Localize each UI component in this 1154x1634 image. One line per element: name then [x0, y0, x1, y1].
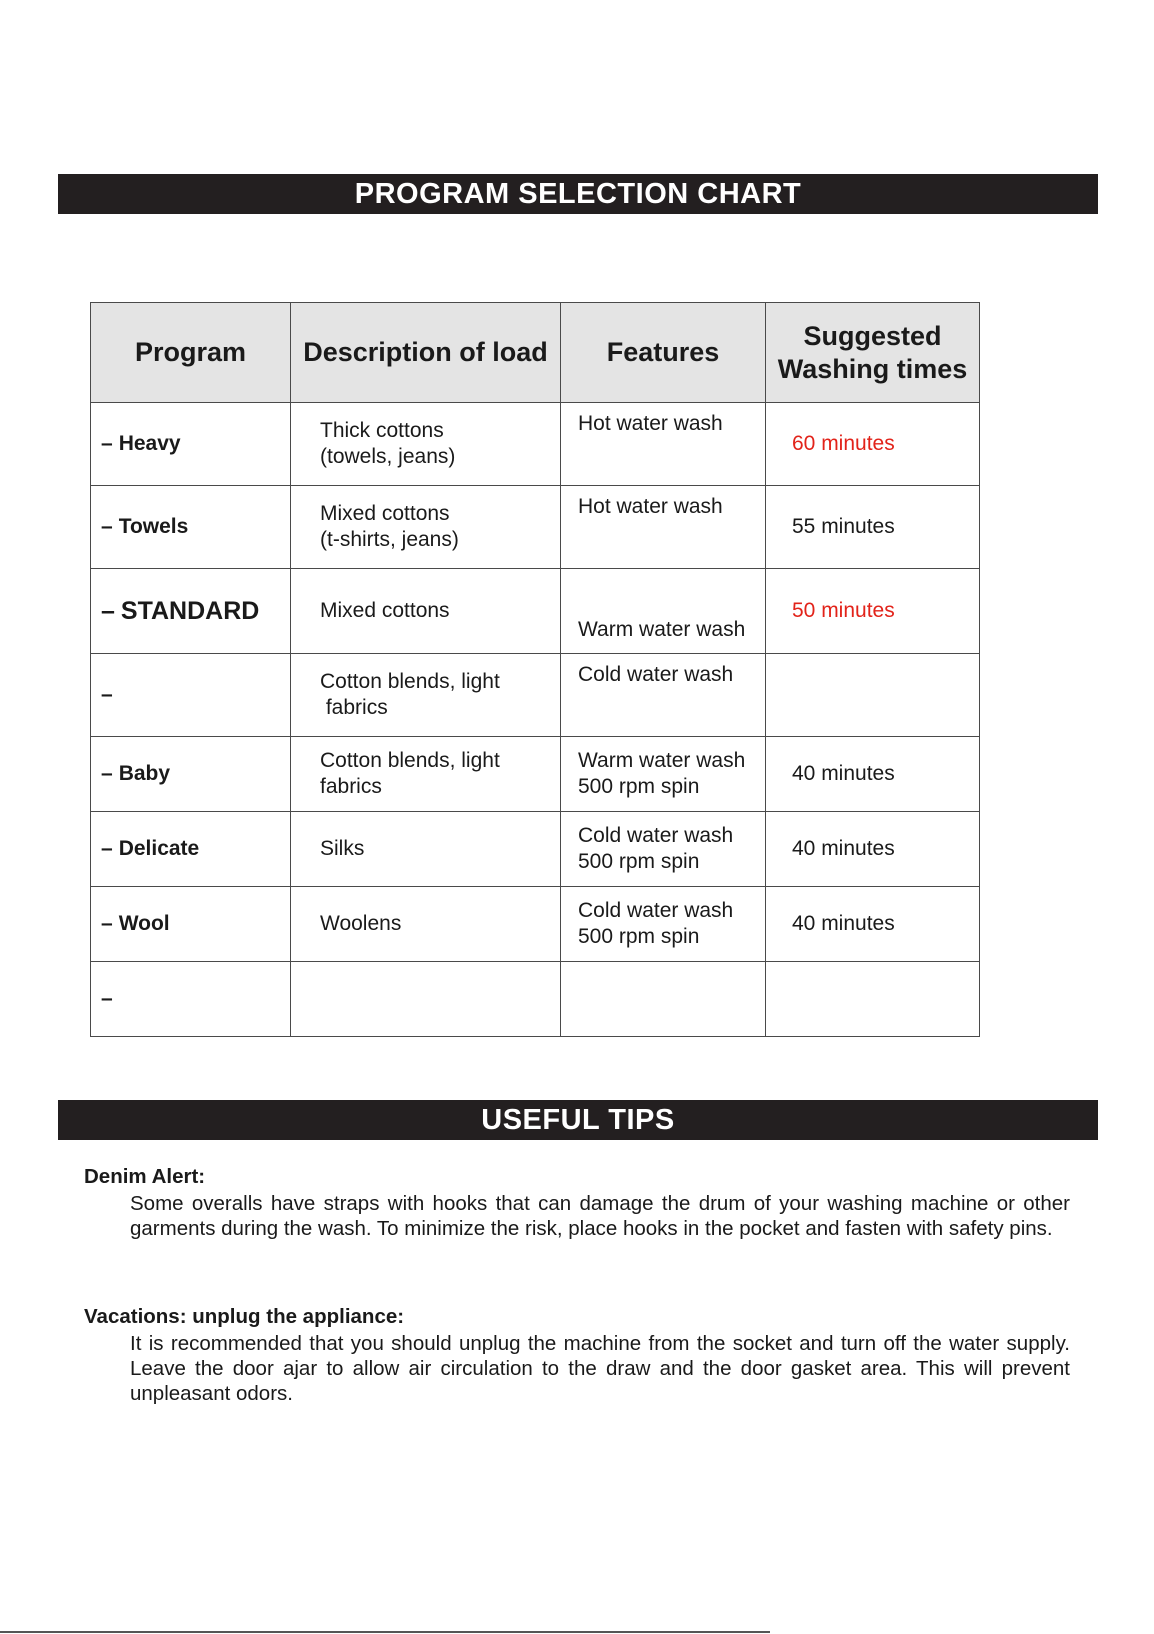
- features-line1: Cold water wash: [578, 663, 734, 686]
- tip-heading: Vacations: unplug the appliance:: [84, 1305, 405, 1328]
- description-cell: [291, 737, 561, 812]
- description-line1: Mixed cottons: [320, 502, 450, 525]
- washing-time-cell: [766, 654, 980, 737]
- tip-heading: Denim Alert:: [84, 1165, 206, 1188]
- washing-time-cell: 40 minutes: [766, 737, 980, 812]
- program-selection-table: [90, 302, 980, 1037]
- program-cell: [91, 962, 291, 1037]
- program-cell: [91, 486, 291, 569]
- features-line2: 500 rpm spin: [578, 925, 700, 948]
- header-suggested-times: [766, 303, 980, 403]
- dash-marker: –: [101, 762, 113, 785]
- tip-body: Some overalls have straps with hooks that can damage the drum of your washing machine or other garments during the wash. To minimize the risk, place hooks in the pocket and fasten with safety pins.: [130, 1192, 1070, 1240]
- description-line1: Thick cottons: [320, 419, 444, 442]
- table-row: [91, 887, 980, 962]
- features-cell: [561, 403, 766, 486]
- features-cell: [561, 569, 766, 654]
- features-cell: [561, 654, 766, 737]
- features-line1: Hot water wash: [578, 412, 723, 435]
- table-header-row: [91, 303, 980, 403]
- description-cell: [291, 569, 561, 654]
- washing-time-cell: 55 minutes: [766, 486, 980, 569]
- washing-time-cell: 60 minutes: [766, 403, 980, 486]
- features-line1: Hot water wash: [578, 495, 723, 518]
- table-row: [91, 403, 980, 486]
- program-name: Delicate: [118, 837, 200, 860]
- washing-time-cell: [766, 962, 980, 1037]
- header-suggested-line2: Washing times: [777, 353, 968, 384]
- description-line1: Silks: [320, 837, 365, 860]
- dash-marker: –: [101, 837, 113, 860]
- program-cell: [91, 887, 291, 962]
- description-cell: [291, 654, 561, 737]
- washing-time-cell: 50 minutes: [766, 569, 980, 654]
- header-suggested-line1: Suggested: [803, 320, 942, 351]
- tip-denim-alert: [84, 1165, 1070, 1241]
- program-cell: [91, 737, 291, 812]
- dash-marker: –: [101, 432, 113, 455]
- tip-vacations: [84, 1305, 1070, 1406]
- table-row: [91, 812, 980, 887]
- description-line2: fabrics: [320, 775, 382, 798]
- description-line1: Cotton blends, light: [320, 670, 500, 693]
- features-cell: [561, 887, 766, 962]
- features-cell: [561, 737, 766, 812]
- features-line1: Cold water wash: [578, 824, 734, 847]
- program-cell: [91, 654, 291, 737]
- features-line2: 500 rpm spin: [578, 775, 700, 798]
- program-name: STANDARD: [120, 596, 260, 625]
- dash-marker: –: [101, 912, 113, 935]
- description-cell: [291, 486, 561, 569]
- dash-marker: –: [101, 987, 113, 1010]
- table-row: [91, 737, 980, 812]
- description-cell: [291, 812, 561, 887]
- program-cell: [91, 569, 291, 654]
- features-line2: 500 rpm spin: [578, 850, 700, 873]
- header-program: Program: [91, 303, 291, 403]
- features-cell: [561, 962, 766, 1037]
- description-line2: (t-shirts, jeans): [320, 528, 459, 551]
- features-line1: Warm water wash: [578, 618, 746, 641]
- header-features: Features: [561, 303, 766, 403]
- washing-time-cell: 40 minutes: [766, 812, 980, 887]
- table-row: [91, 962, 980, 1037]
- table-row: [91, 654, 980, 737]
- table-row: [91, 569, 980, 654]
- description-line1: Mixed cottons: [320, 599, 450, 622]
- program-name: Wool: [118, 912, 170, 935]
- dash-marker: –: [101, 683, 113, 706]
- program-name: Baby: [118, 762, 171, 785]
- program-cell: [91, 812, 291, 887]
- program-cell: [91, 403, 291, 486]
- program-name: Towels: [118, 515, 189, 538]
- header-description: Description of load: [291, 303, 561, 403]
- description-line2: (towels, jeans): [320, 445, 456, 468]
- table-row: [91, 486, 980, 569]
- description-line1: Woolens: [320, 912, 402, 935]
- program-name: Heavy: [118, 432, 181, 455]
- description-line1: Cotton blends, light: [320, 749, 500, 772]
- page-bottom-rule: [0, 1631, 770, 1633]
- description-cell: [291, 403, 561, 486]
- dash-marker: –: [101, 515, 113, 538]
- dash-marker: –: [101, 596, 115, 625]
- features-cell: [561, 812, 766, 887]
- description-cell: [291, 887, 561, 962]
- tips-title-banner: USEFUL TIPS: [58, 1100, 1098, 1140]
- tip-body: It is recommended that you should unplug the machine from the socket and turn off the water supply. Leave the door ajar to allow air circulation to the draw and the door gasket area. This will prevent unpleasant odors.: [130, 1332, 1070, 1405]
- features-line1: Warm water wash: [578, 749, 746, 772]
- features-line1: Cold water wash: [578, 899, 734, 922]
- description-cell: [291, 962, 561, 1037]
- chart-title-banner: PROGRAM SELECTION CHART: [58, 174, 1098, 214]
- features-cell: [561, 486, 766, 569]
- description-line2: fabrics: [325, 696, 388, 719]
- washing-time-cell: 40 minutes: [766, 887, 980, 962]
